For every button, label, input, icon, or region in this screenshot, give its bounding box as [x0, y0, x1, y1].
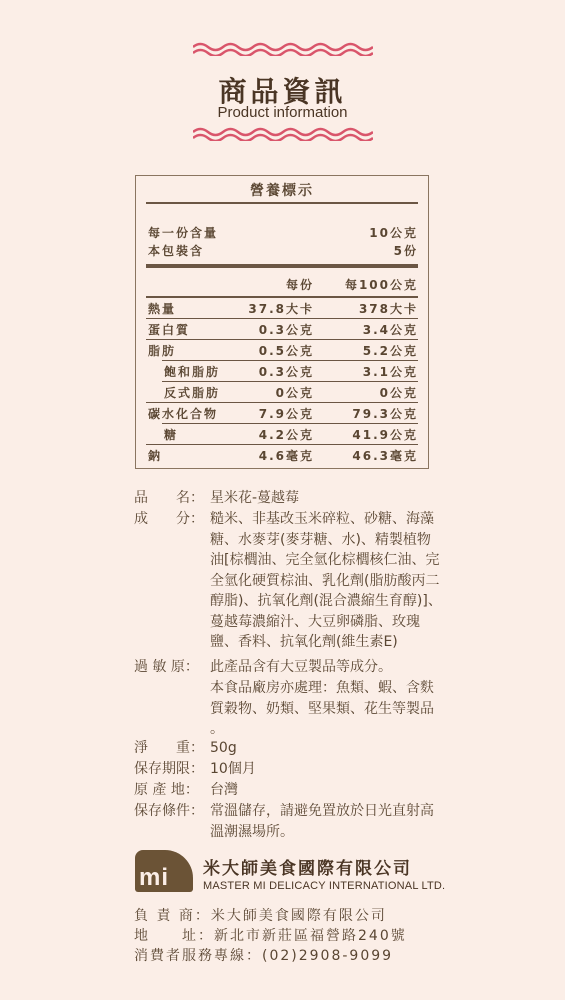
nutrient-per-serving: 7.9公克 [258, 407, 314, 421]
logo-text: mi [139, 864, 170, 891]
ingredients-value: 糙米、非基改玉米碎粒、砂糖、海藻糖、水麥芽(麥芽糖、水)、精製植物油[棕櫚油、完全氫化棕櫚核仁油、完全氫化硬質棕油、乳化劑(脂肪酸丙二醇脂)、抗氧化劑(混合濃縮生育醇)]、蔓越莓濃縮汁、大豆卵磷脂、玫瑰鹽、香料、抗氧化劑(維生素E) [210, 511, 442, 650]
nutrient-name: 脂肪 [148, 344, 177, 358]
servings-per-pack-label: 本包裝含 [148, 244, 205, 258]
nutrient-per-serving: 0公克 [275, 386, 314, 400]
origin-value: 台灣 [210, 782, 238, 798]
origin-label: 原 產 地： [134, 782, 199, 798]
company-name-en: MASTER MI DELICACY INTERNATIONAL LTD. [203, 880, 446, 892]
nutrient-per-serving: 4.2公克 [258, 428, 314, 442]
divider [146, 202, 418, 204]
allergen-value-2: 本食品廠房亦處理：魚類、蝦、含麩質穀物、奶類、堅果類、花生等製品 。 [210, 680, 434, 737]
col-header-per-100g: 每100公克 [344, 278, 418, 292]
servings-per-pack-value: 5份 [393, 244, 418, 258]
nutrient-name: 飽和脂肪 [164, 365, 221, 379]
nutrition-heading: 營養標示 [250, 183, 314, 199]
nutrient-per-100g: 0公克 [379, 386, 418, 400]
shelf-life-value: 10個月 [210, 761, 256, 777]
divider [146, 296, 418, 298]
nutrient-per-serving: 37.8大卡 [248, 302, 314, 316]
net-weight-value: 50g [210, 740, 237, 756]
row-divider [146, 318, 418, 319]
allergen-value-1: 此產品含有大豆製品等成分。 [210, 659, 392, 675]
nutrient-per-100g: 3.4公克 [362, 323, 418, 337]
name-label: 品 名： [134, 490, 204, 506]
storage-label: 保存條件： [134, 803, 204, 819]
nutrient-per-100g: 3.1公克 [362, 365, 418, 379]
serving-size-value: 10公克 [369, 226, 418, 240]
row-divider [146, 339, 418, 340]
row-divider [146, 444, 418, 445]
nutrient-per-100g: 79.3公克 [352, 407, 418, 421]
serving-size-label: 每一份含量 [148, 226, 219, 240]
bottom-wave-decoration [193, 127, 373, 141]
nutrient-name: 糖 [164, 428, 179, 442]
nutrient-per-serving: 0.3公克 [258, 365, 314, 379]
row-divider [146, 402, 418, 403]
storage-value: 常溫儲存，請避免置放於日光直射高溫潮濕場所。 [210, 803, 434, 840]
net-weight-label: 淨 重： [134, 740, 204, 756]
nutrient-name: 反式脂肪 [164, 386, 221, 400]
nutrient-per-serving: 0.3公克 [258, 323, 314, 337]
nutrient-per-serving: 4.6毫克 [258, 449, 314, 463]
col-header-per-serving: 每份 [285, 278, 314, 292]
nutrient-name: 蛋白質 [148, 323, 191, 337]
responsible-company: 負 責 商：米大師美食國際有限公司 [134, 908, 387, 924]
nutrient-per-serving: 0.5公克 [258, 344, 314, 358]
page-subtitle: Product information [217, 104, 348, 121]
row-divider [162, 381, 418, 382]
thick-divider [146, 264, 418, 268]
nutrient-per-100g: 41.9公克 [352, 428, 418, 442]
company-name-zh: 米大師美食國際有限公司 [203, 859, 412, 879]
company-address: 地 址：新北市新莊區福營路240號 [134, 928, 407, 944]
name-value: 星米花-蔓越莓 [210, 490, 300, 506]
allergen-label: 過 敏 原： [134, 659, 199, 675]
shelf-life-label: 保存期限： [134, 761, 204, 777]
row-divider [162, 423, 418, 424]
ingredients-label: 成 分： [134, 511, 204, 527]
nutrition-facts-box [135, 175, 429, 469]
nutrient-name: 碳水化合物 [148, 407, 219, 421]
nutrient-per-100g: 5.2公克 [362, 344, 418, 358]
consumer-hotline: 消費者服務專線：(02)2908-9099 [134, 948, 394, 964]
row-divider [162, 360, 418, 361]
top-wave-decoration [193, 42, 373, 56]
nutrient-per-100g: 378大卡 [358, 302, 418, 316]
nutrient-per-100g: 46.3毫克 [352, 449, 418, 463]
page-title: 商品資訊 [218, 75, 347, 108]
nutrient-name: 熱量 [148, 302, 177, 316]
nutrient-name: 鈉 [148, 449, 163, 463]
